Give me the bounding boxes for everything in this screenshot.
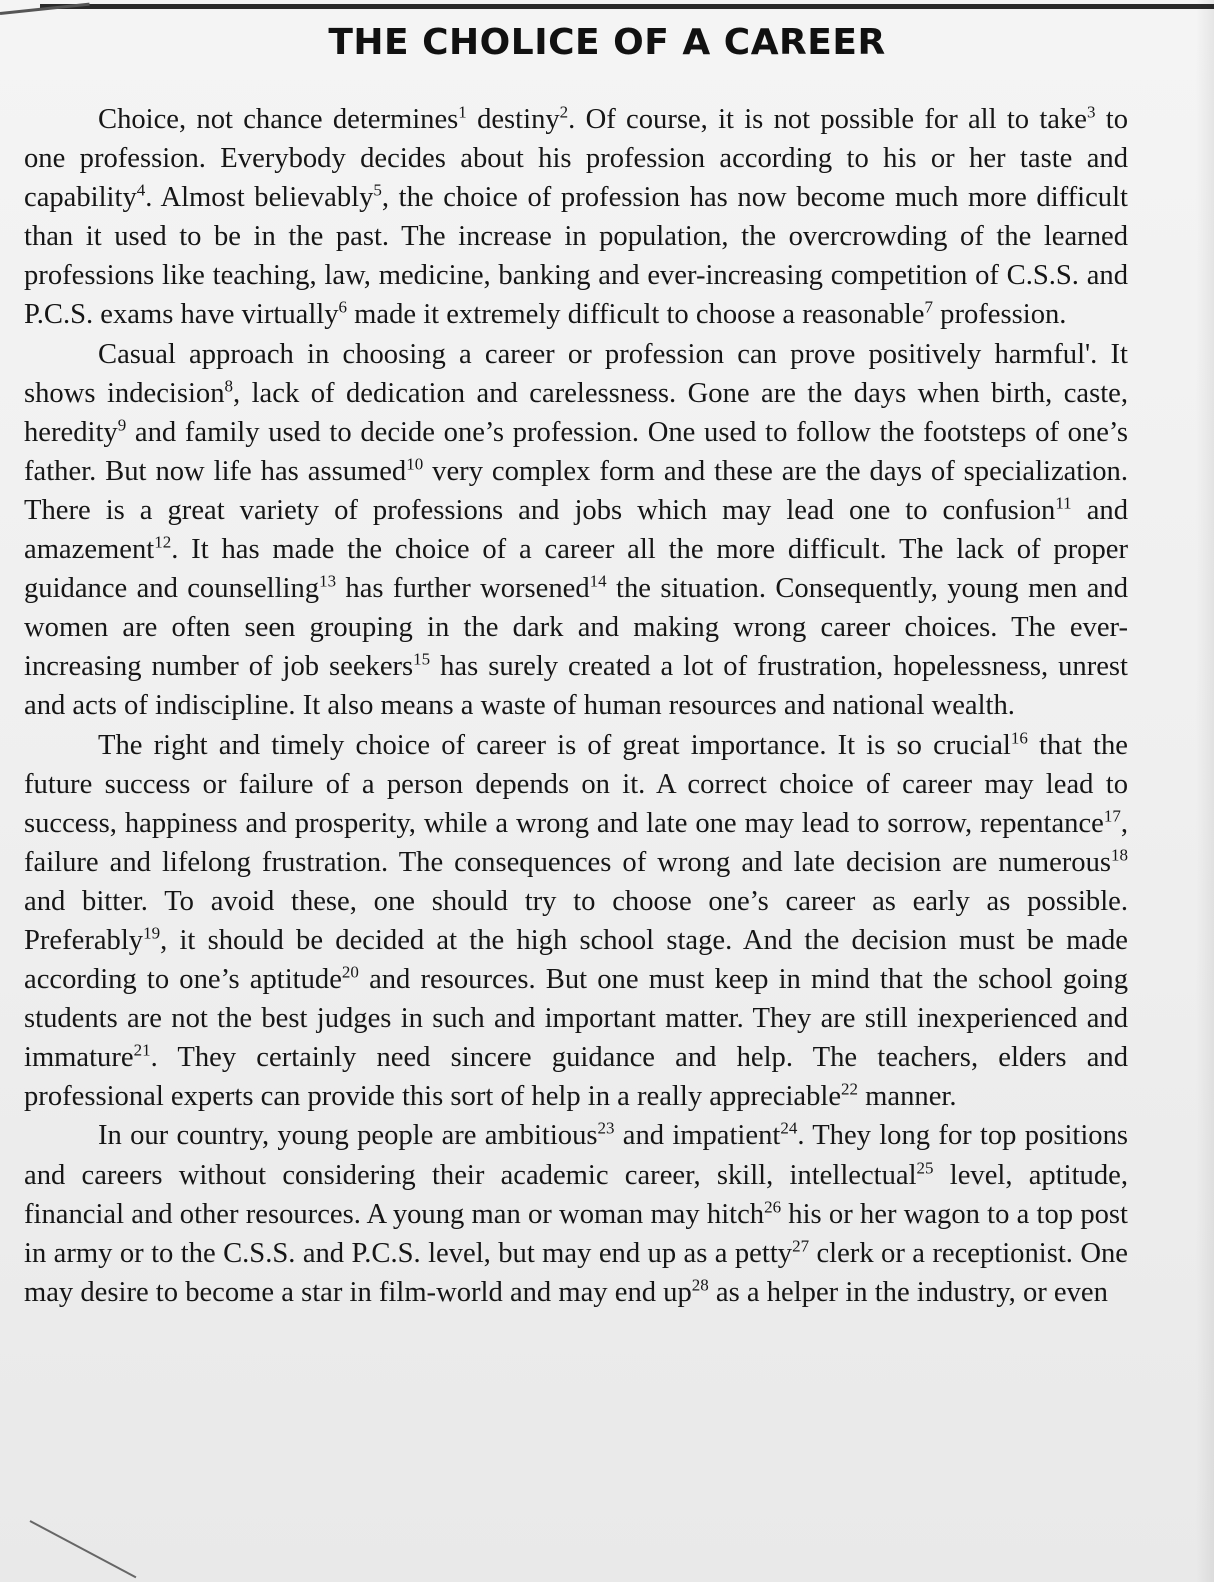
top-rule [40, 4, 1214, 9]
paragraph-text: to one profession. Everybody decides about his profession according to his or her taste and capability [24, 104, 1128, 214]
paragraph-text: . They certainly need sincere guidance and help. The teachers, elders and professional experts can provide this sort of help in a really appreciable [24, 1042, 1128, 1113]
footnote-marker: 6 [338, 297, 348, 317]
paragraph-text: has further worsened [336, 573, 590, 605]
paragraph-text: . It has made the choice of a career all the more difficult. The lack of proper guidance and counselling [24, 534, 1128, 605]
paragraph-text: . Almost believably [145, 182, 374, 214]
paragraph-text: level, aptitude, financial and other resources. A young man or woman may hitch [24, 1159, 1128, 1230]
paragraph-text: . Of course, it is not possible for all to take [568, 104, 1087, 135]
footnote-marker: 7 [924, 297, 934, 317]
footnote-marker: 17 [1103, 806, 1121, 826]
footnote-marker: 28 [691, 1275, 709, 1295]
footnote-marker: 23 [597, 1118, 615, 1138]
footnote-marker: 2 [559, 102, 569, 122]
paragraph-text: and amazement [24, 494, 1128, 566]
paragraph-text: The right and timely choice of career is of great importance. It is so crucial [98, 729, 1011, 761]
footnote-marker: 22 [841, 1079, 859, 1099]
paragraph-text: clerk or a receptionist. One may desire to become a star in film-world and may end up [24, 1237, 1128, 1308]
footnote-marker: 26 [764, 1197, 782, 1217]
footnote-marker: 18 [1111, 845, 1128, 865]
footnote-marker: 19 [143, 923, 161, 943]
footnote-marker: 3 [1086, 102, 1096, 122]
paragraph-4 [24, 1116, 1128, 1311]
paragraph-text: , failure and lifelong frustration. The consequences of wrong and late decision are numerous [24, 807, 1128, 878]
paragraph-text: has surely created a lot of frustration, hopelessness, unrest and acts of indiscipline. It also means a waste of human resources and national wealth. [24, 651, 1128, 722]
paragraph-1 [24, 100, 1128, 335]
footnote-marker: 5 [373, 180, 382, 200]
footnote-marker: 1 [458, 102, 467, 122]
footnote-marker: 10 [406, 454, 424, 474]
paragraph-text: , it should be decided at the high school stage. And the decision must be made according to one’s aptitude [24, 924, 1128, 996]
footnote-marker: 11 [1055, 493, 1072, 513]
paragraph-text: very complex form and these are the days of specialization. There is a great variety of professions and jobs which may lead one to confusion [24, 455, 1129, 526]
footnote-marker: 12 [154, 532, 172, 552]
paragraph-text: profession. [933, 299, 1067, 331]
footnote-marker: 13 [319, 571, 337, 591]
paragraph-text: the situation. Consequently, young men and women are often seen grouping in the dark and making wrong career choices. The ever-increasing number of job seekers [24, 573, 1128, 683]
paragraph-text: manner. [858, 1081, 957, 1113]
paragraph-text: and resources. But one must keep in mind that the school going students are not the best judges in such and important matter. They are still inexperienced and immature [24, 964, 1128, 1074]
footnote-marker: 25 [916, 1158, 934, 1177]
page-curl-bottom [30, 1520, 137, 1578]
footnote-marker: 21 [133, 1040, 151, 1060]
paragraph-3 [24, 726, 1128, 1117]
paragraph-text: made it extremely difficult to choose a reasonable [347, 299, 925, 331]
paragraph-text: destiny [466, 104, 560, 135]
paragraph-text: Casual approach in choosing a career or profession can prove positively harmful'. It shows indecision [24, 338, 1128, 409]
footnote-marker: 8 [224, 376, 233, 396]
footnote-marker: 24 [780, 1118, 798, 1138]
paragraph-text: In our country, young people are ambitious [98, 1120, 598, 1152]
footnote-marker: 15 [413, 649, 431, 669]
paragraph-text: Choice, not chance determines [98, 104, 459, 135]
paragraph-text: as a helper in the industry, or even [708, 1276, 1108, 1308]
essay-body [24, 100, 1128, 1312]
footnote-marker: 9 [117, 415, 127, 435]
paragraph-text: that the future success or failure of a person depends on it. A correct choice of career may lead to success, happiness and prosperity, while a wrong and late one may lead to sorrow, repentance [24, 729, 1128, 839]
page-edge-shadow [1196, 0, 1214, 1582]
footnote-marker: 4 [136, 180, 146, 200]
paragraph-text: , lack of dedication and carelessness. Gone are the days when birth, caste, heredity [24, 377, 1128, 448]
footnote-marker: 16 [1010, 727, 1028, 747]
paragraph-text: and bitter. To avoid these, one should try to choose one’s career as early as possible. Preferably [24, 885, 1128, 956]
paragraph-text: and impatient [614, 1120, 781, 1152]
paragraph-text: . They long for top positions and careers without considering their academic career, skill, intellectual [24, 1120, 1128, 1191]
paragraph-text: , the choice of profession has now become much more difficult than it used to be in the past. The increase in population, the overcrowding of the learned professions like teaching, law, medicine, banking and ever-increasing competition of C.S.S. and P.C.S. exams have virtually [24, 182, 1128, 331]
paragraph-text: his or her wagon to a top post in army or to the C.S.S. and P.C.S. level, but may end up as a petty [24, 1198, 1128, 1269]
paragraph-2 [24, 335, 1128, 726]
footnote-marker: 27 [792, 1236, 810, 1256]
paragraph-text: and family used to decide one’s profession. One used to follow the footsteps of one’s father. But now life has assumed [24, 416, 1128, 487]
page-title: THE CHOLICE OF A CAREER [328, 22, 886, 63]
footnote-marker: 20 [341, 962, 359, 982]
footnote-marker: 14 [589, 571, 607, 591]
